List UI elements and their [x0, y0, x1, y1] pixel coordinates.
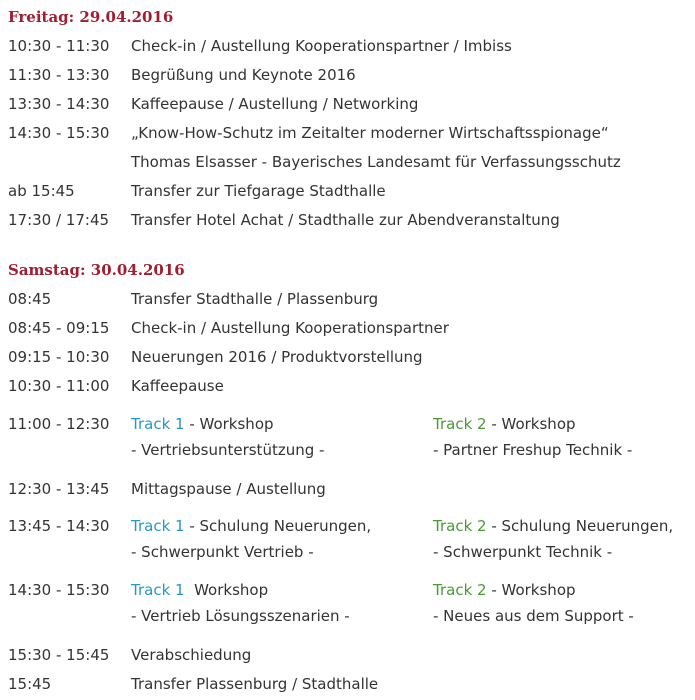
schedule-description: Transfer zur Tiefgarage Stadthalle [131, 182, 386, 200]
schedule-description: Transfer Hotel Achat / Stadthalle zur Abendveranstaltung [131, 211, 560, 229]
schedule-time: 11:30 - 13:30 [8, 66, 110, 84]
schedule-description: Transfer Plassenburg / Stadthalle [131, 675, 379, 693]
track-2-title: - Schulung Neuerungen, [486, 517, 674, 535]
schedule-description: Kaffeepause / Austellung / Networking [131, 95, 419, 113]
track-1-session [131, 516, 371, 536]
track-1-title: - Schulung Neuerungen, [184, 517, 372, 535]
schedule-description: Kaffeepause [131, 377, 224, 395]
schedule-description: „Know-How-Schutz im Zeitalter moderner Wirtschaftsspionage“ [131, 124, 609, 142]
schedule-description: Begrüßung und Keynote 2016 [131, 66, 356, 84]
track-1-title: Workshop [184, 581, 269, 599]
track-1-session [131, 414, 274, 434]
schedule-description: Neuerungen 2016 / Produktvorstellung [131, 348, 423, 366]
track-1-label: Track 1 [131, 581, 185, 599]
schedule-time: 10:30 - 11:00 [8, 377, 110, 395]
schedule-description: Transfer Stadthalle / Plassenburg [131, 290, 379, 308]
schedule-time: 08:45 [8, 290, 52, 308]
track-1-subtitle: - Vertriebsunterstützung - [131, 441, 325, 459]
track-1-subtitle: - Schwerpunkt Vertrieb - [131, 543, 314, 561]
schedule-description: Check-in / Austellung Kooperationspartner [131, 319, 449, 337]
track-2-title: - Workshop [486, 415, 576, 433]
schedule-time: 17:30 / 17:45 [8, 211, 110, 229]
schedule-time: 15:45 [8, 675, 52, 693]
track-2-subtitle: - Schwerpunkt Technik - [433, 543, 613, 561]
schedule-time: 14:30 - 15:30 [8, 124, 110, 142]
schedule-time: 08:45 - 09:15 [8, 319, 110, 337]
schedule-time: 13:30 - 14:30 [8, 95, 110, 113]
schedule-time: ab 15:45 [8, 182, 75, 200]
schedule-speaker: Thomas Elsasser - Bayerisches Landesamt für Verfassungsschutz [131, 153, 621, 171]
track-1-label: Track 1 [131, 415, 185, 433]
track-2-title: - Workshop [486, 581, 576, 599]
schedule-time: 09:15 - 10:30 [8, 348, 110, 366]
day-heading-saturday: Samstag: 30.04.2016 [8, 261, 185, 279]
track-1-label: Track 1 [131, 517, 185, 535]
schedule-description: Check-in / Austellung Kooperationspartner / Imbiss [131, 37, 512, 55]
track-2-session [433, 414, 576, 434]
schedule-time: 12:30 - 13:45 [8, 480, 110, 498]
track-2-label: Track 2 [433, 581, 487, 599]
schedule-time: 10:30 - 11:30 [8, 37, 110, 55]
day-heading-friday: Freitag: 29.04.2016 [8, 8, 174, 26]
schedule-description: Verabschiedung [131, 646, 252, 664]
track-2-session [433, 580, 576, 600]
track-2-label: Track 2 [433, 415, 487, 433]
track-2-subtitle: - Partner Freshup Technik - [433, 441, 633, 459]
schedule-time: 11:00 - 12:30 [8, 415, 110, 433]
schedule-time: 14:30 - 15:30 [8, 581, 110, 599]
track-2-label: Track 2 [433, 517, 487, 535]
track-2-session [433, 516, 673, 536]
track-1-session [131, 580, 268, 600]
schedule-description: Mittagspause / Austellung [131, 480, 326, 498]
track-2-subtitle: - Neues aus dem Support - [433, 607, 634, 625]
track-1-title: - Workshop [184, 415, 274, 433]
schedule-time: 13:45 - 14:30 [8, 517, 110, 535]
track-1-subtitle: - Vertrieb Lösungsszenarien - [131, 607, 350, 625]
schedule-time: 15:30 - 15:45 [8, 646, 110, 664]
